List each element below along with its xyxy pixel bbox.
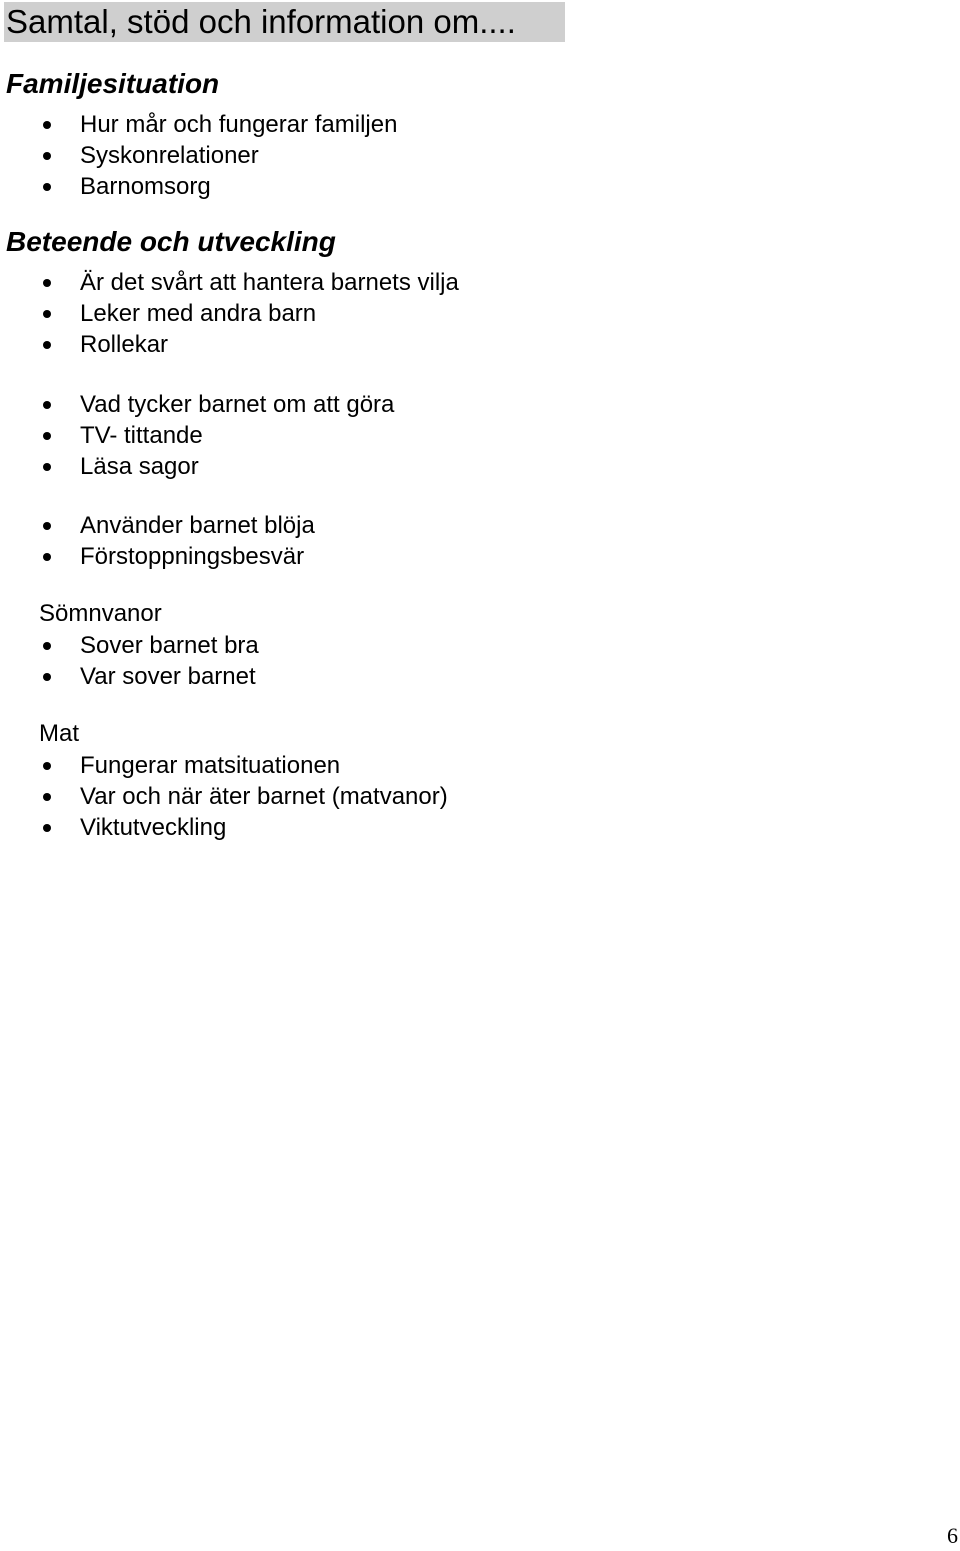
bullet-icon [43, 553, 51, 561]
bullet-icon [43, 279, 51, 287]
bullet-icon [43, 673, 51, 681]
bullet-icon [43, 793, 51, 801]
section-heading-beteende: Beteende och utveckling [6, 226, 336, 257]
bullet-icon [43, 183, 51, 191]
bullet-icon [43, 432, 51, 440]
page-number: 6 [947, 1523, 958, 1548]
page-title: Samtal, stöd och information om.... [4, 2, 565, 42]
bullet-icon [43, 401, 51, 409]
bullet-icon [43, 152, 51, 160]
bullet-icon [43, 341, 51, 349]
bullet-icon [43, 522, 51, 530]
bullet-icon [43, 642, 51, 650]
bullet-icon [43, 121, 51, 129]
bullet-icon [43, 310, 51, 318]
bullet-icon [43, 824, 51, 832]
section-heading-familjesituation: Familjesituation [6, 68, 220, 99]
bullet-icon [43, 762, 51, 770]
section-heading-mat: Mat [39, 720, 80, 747]
section-heading-somnvanor: Sömnvanor [39, 600, 162, 627]
bullet-icon [43, 463, 51, 471]
